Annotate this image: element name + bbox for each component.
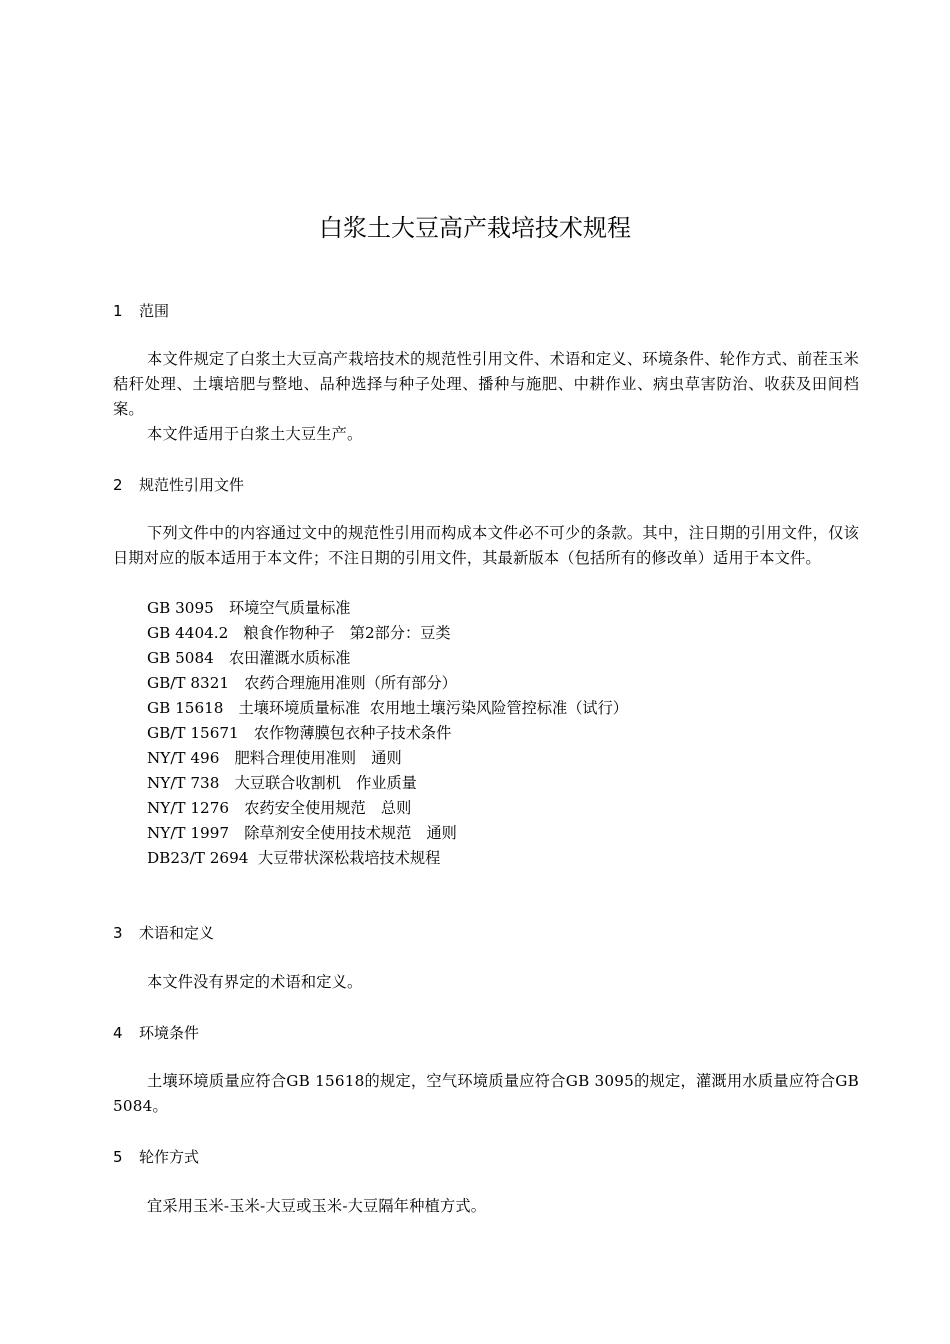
references-intro-paragraph: 下列文件中的内容通过文中的规范性引用而构成本文件必不可少的条款。其中，注日期的引用文件，仅该日期对应的版本适用于本文件；不注日期的引用文件，其最新版本（包括所有的修改单）适用于本文件。	[113, 524, 859, 567]
reference-list	[147, 596, 628, 871]
reference-item: NY/T 1276 农药安全使用规范 总则	[147, 799, 412, 817]
scope-paragraph: 本文件规定了白浆土大豆高产栽培技术的规范性引用文件、术语和定义、环境条件、轮作方式、前茬玉米秸秆处理、土壤培肥与整地、品种选择与种子处理、播种与施肥、中耕作业、病虫草害防治、收获及田间档案。	[113, 350, 859, 418]
section-heading-terms	[113, 922, 214, 944]
section-title: 范围	[139, 302, 170, 320]
reference-item: GB 3095 环境空气质量标准	[147, 599, 351, 617]
section-heading-normative-references	[113, 474, 244, 496]
section-number: 3	[113, 924, 123, 942]
section-heading-scope	[113, 300, 169, 322]
section-heading-rotation	[113, 1146, 199, 1168]
reference-item: GB 4404.2 粮食作物种子 第2部分：豆类	[147, 624, 451, 642]
reference-item: NY/T 1997 除草剂安全使用技术规范 通则	[147, 824, 457, 842]
reference-item: GB/T 8321 农药合理施用准则（所有部分）	[147, 674, 457, 692]
section-number: 4	[113, 1024, 123, 1042]
section-title: 环境条件	[139, 1024, 200, 1042]
reference-item: DB23/T 2694 大豆带状深松栽培技术规程	[147, 849, 441, 867]
section-heading-environment	[113, 1022, 199, 1044]
section-title: 术语和定义	[139, 924, 215, 942]
document-title: 白浆土大豆高产栽培技术规程	[319, 214, 631, 242]
reference-item: NY/T 738 大豆联合收割机 作业质量	[147, 774, 417, 792]
scope-applicability-paragraph: 本文件适用于白浆土大豆生产。	[147, 425, 363, 443]
reference-item: GB 5084 农田灌溉水质标准	[147, 649, 351, 667]
rotation-paragraph: 宜采用玉米-玉米-大豆或玉米-大豆隔年种植方式。	[147, 1197, 487, 1215]
section-number: 2	[113, 476, 123, 494]
terms-paragraph: 本文件没有界定的术语和定义。	[147, 973, 363, 991]
reference-item: GB/T 15671 农作物薄膜包衣种子技术条件	[147, 724, 452, 742]
section-number: 1	[113, 302, 123, 320]
section-number: 5	[113, 1148, 123, 1166]
reference-item: NY/T 496 肥料合理使用准则 通则	[147, 749, 402, 767]
environment-paragraph: 土壤环境质量应符合GB 15618的规定，空气环境质量应符合GB 3095的规定，灌溉用水质量应符合GB 5084。	[113, 1072, 859, 1115]
reference-item: GB 15618 土壤环境质量标准 农用地土壤污染风险管控标准（试行）	[147, 699, 628, 717]
section-title: 规范性引用文件	[139, 476, 245, 494]
section-title: 轮作方式	[139, 1148, 200, 1166]
